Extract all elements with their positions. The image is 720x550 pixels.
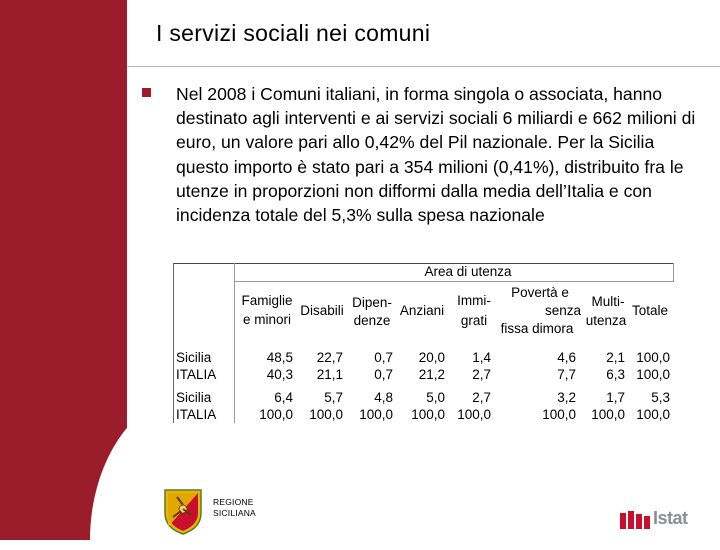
region-label-line1: REGIONE [213,497,254,507]
col-header-poverta-3: fissa dimora [500,321,574,336]
table-cell: 5,3 [651,390,670,405]
table-cell: 4,8 [374,390,393,405]
region-label [213,497,256,519]
table-cell: 100,0 [259,407,293,422]
body-paragraph: Nel 2008 i Comuni italiani, in forma singola o associata, hanno destinato agli interventi e ai servizi sociali 6 miliardi e 662 milioni di euro, un valore pari allo 0,42% del Pil nazionale. Per la Sicilia questo importo è stato pari a 354 milioni (0,41%), distribuito fra le utenze in proporzioni non difformi dalla media dell’Italia e con incidenza totale del 5,3% sulla spesa nazionale [176,84,696,226]
table-cell: 100,0 [359,407,393,422]
table-group-header: Area di utenza [424,264,512,279]
table-cell: 1,4 [472,350,491,365]
trinacria-shield-icon [159,487,207,535]
table-cell: 6,3 [606,367,625,382]
table-cell: 100,0 [591,407,625,422]
row-label-sicilia: Sicilia [176,350,212,365]
title-divider [127,66,720,67]
table-cell: 21,1 [316,367,343,382]
table-cell: 100,0 [636,367,670,382]
col-header-immigrati-1: Immi- [457,293,491,308]
table-cell: 5,7 [324,390,343,405]
table-cell: 100,0 [636,407,670,422]
table-cell: 3,2 [557,390,576,405]
table-cell: 5,0 [426,390,445,405]
table-left-border [173,263,174,423]
table-cell: 0,7 [374,367,393,382]
col-header-poverta-2: senza [544,303,581,318]
row-label-italia: ITALIA [176,407,217,422]
table-cell: 100,0 [636,350,670,365]
col-header-disabili: Disabili [300,303,344,318]
table-cell: 4,6 [557,350,576,365]
table-cell: 100,0 [457,407,491,422]
col-header-famiglie-1: Famiglie [241,293,293,308]
table-cell: 100,0 [411,407,445,422]
table-cell: 48,5 [266,350,293,365]
table-cell: 7,7 [557,367,576,382]
col-header-immigrati-2: grati [460,313,488,328]
table-cell: 20,0 [418,350,445,365]
col-header-dipendenze-2: denze [353,313,391,328]
table-group-divider [234,281,674,282]
table-category-divider [234,263,235,423]
col-header-multiutenza-1: Multi- [591,294,625,309]
slide-title: I servizi sociali nei comuni [156,20,431,46]
table-cell: 2,1 [606,350,625,365]
table-cell: 0,7 [374,350,393,365]
bullet-square-icon [142,88,151,97]
table-cell: 100,0 [542,407,576,422]
table-right-border [673,263,674,281]
col-header-dipendenze-1: Dipen- [352,295,392,310]
table-cell: 1,7 [606,390,625,405]
col-header-multiutenza-2: utenza [585,313,627,328]
table-cell: 21,2 [418,367,445,382]
data-table [173,263,674,423]
row-label-sicilia: Sicilia [176,390,212,405]
table-cell: 40,3 [266,367,293,382]
table-cell: 6,4 [274,390,293,405]
table-cell: 100,0 [309,407,343,422]
table-cell: 2,7 [472,390,491,405]
table-cell: 2,7 [472,367,491,382]
col-header-anziani: Anziani [399,303,445,318]
region-label-line2: SICILIANA [213,508,256,518]
col-header-poverta-1: Povertà e [511,285,569,300]
table-cell: 22,7 [316,350,343,365]
row-label-italia: ITALIA [176,367,217,382]
istat-wordmark: Istat [653,508,688,528]
col-header-famiglie-2: e minori [242,312,291,327]
col-header-totale: Totale [631,303,669,318]
